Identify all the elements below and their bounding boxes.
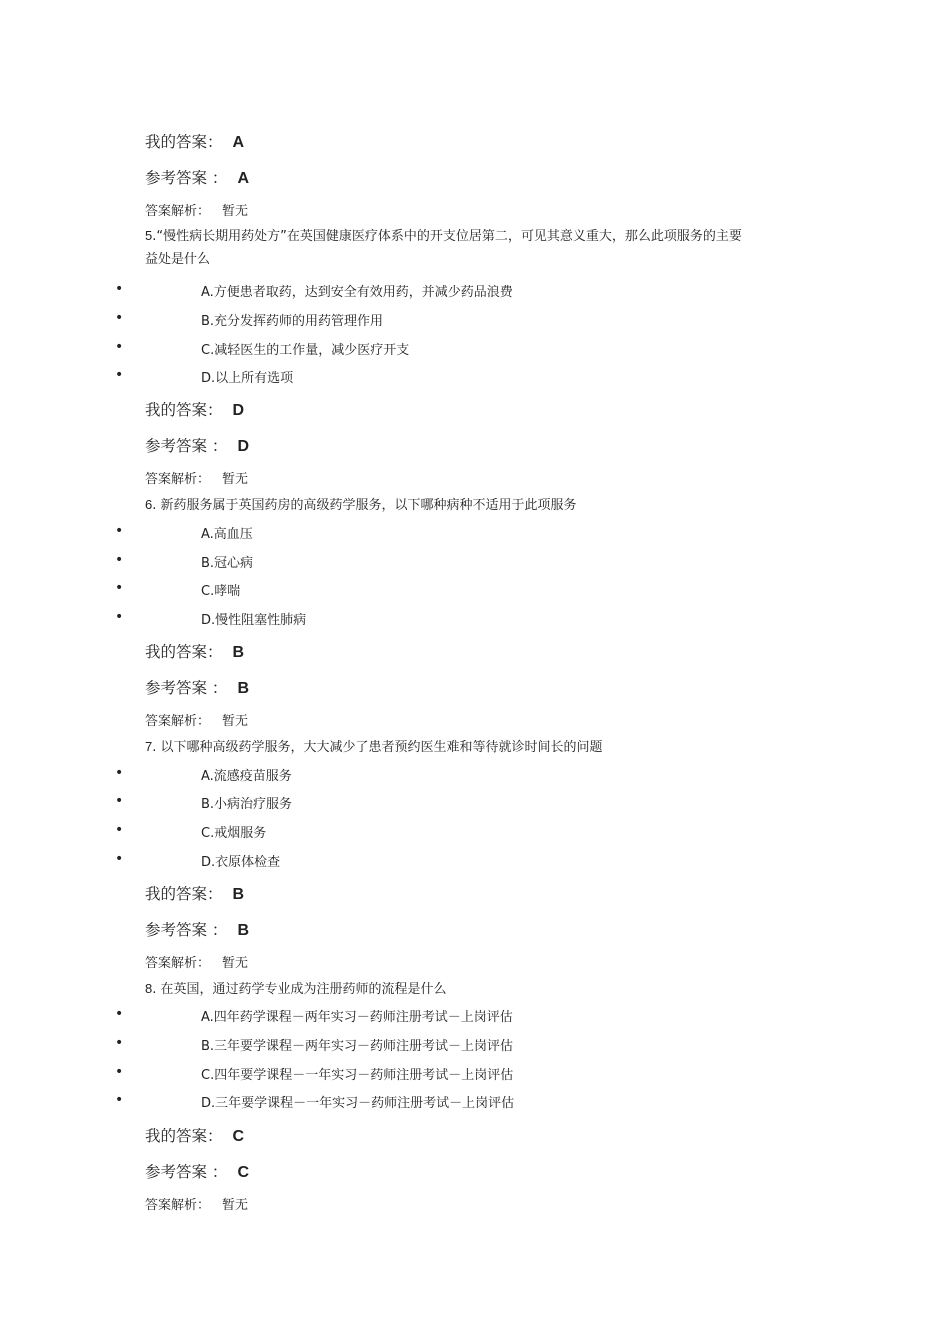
question-number: 6 (145, 497, 153, 512)
option-text: A.方便患者取药，达到安全有效用药，并减少药品浪费 (201, 285, 513, 300)
explanation-row (145, 1194, 248, 1213)
bullet-icon: • (115, 552, 124, 568)
question-number: 7 (145, 739, 153, 754)
bullet-icon: • (115, 580, 124, 596)
question-text-line1: . 新药服务属于英国药房的高级药学服务，以下哪种病种不适用于此项服务 (152, 498, 577, 513)
my-answer-row (145, 1124, 244, 1146)
question-text-line1: . 在英国，通过药学专业成为注册药师的流程是什么 (152, 982, 447, 997)
bullet-icon: • (115, 609, 124, 625)
my-answer-row (145, 640, 244, 662)
my-answer-value: A (232, 134, 245, 151)
question-number: 8 (145, 981, 153, 996)
bullet-icon: • (115, 367, 124, 383)
option-text: B.三年要学课程－两年实习－药师注册考试－上岗评估 (201, 1039, 514, 1054)
ref-answer-label: 参考答案 ： (145, 437, 228, 455)
my-answer-row (145, 398, 244, 420)
explanation-row (145, 468, 248, 487)
bullet-icon: • (115, 822, 124, 838)
bullet-icon: • (115, 523, 124, 539)
question-7 (145, 735, 825, 759)
my-answer-value: B (232, 886, 245, 903)
question-text-line1: .“慢性病长期用药处方”在英国健康医疗体系中的开支位居第二，可见其意义重大，那么此项服务的主要 (152, 229, 742, 244)
my-answer-value: D (232, 402, 245, 419)
explanation-value: 暂无 (222, 204, 249, 219)
question-8 (145, 977, 825, 1001)
bullet-icon: • (115, 339, 124, 355)
bullet-icon: • (115, 310, 124, 326)
my-answer-label: 我的答案： (145, 1127, 223, 1145)
ref-answer-label: 参考答案 ： (145, 921, 228, 939)
option-text: D.三年要学课程－一年实习－药师注册考试－上岗评估 (201, 1096, 515, 1111)
bullet-icon: • (115, 1092, 124, 1108)
ref-answer-label: 参考答案 ： (145, 679, 228, 697)
explanation-row (145, 710, 248, 729)
ref-answer-label: 参考答案 ： (145, 169, 228, 187)
explanation-value: 暂无 (222, 714, 249, 729)
bullet-icon: • (115, 1006, 124, 1022)
bullet-icon: • (115, 851, 124, 867)
option-text: A.四年药学课程－两年实习－药师注册考试－上岗评估 (201, 1010, 513, 1025)
option-text: D.以上所有选项 (201, 371, 294, 386)
explanation-row (145, 200, 248, 219)
ref-answer-row (145, 676, 249, 698)
option-text: B.充分发挥药师的用药管理作用 (201, 314, 384, 329)
explanation-value: 暂无 (222, 1198, 249, 1213)
explanation-label: 答案解析： (145, 956, 211, 971)
ref-answer-label: 参考答案 ： (145, 1163, 228, 1181)
my-answer-label: 我的答案： (145, 885, 223, 903)
ref-answer-value: D (237, 438, 249, 455)
my-answer-value: C (232, 1128, 245, 1145)
explanation-label: 答案解析： (145, 1198, 211, 1213)
question-number: 5 (145, 228, 153, 243)
explanation-label: 答案解析： (145, 714, 211, 729)
bullet-icon: • (115, 765, 124, 781)
ref-answer-row (145, 166, 249, 188)
my-answer-row (145, 882, 244, 904)
option-text: B.小病治疗服务 (201, 797, 293, 812)
ref-answer-value: B (237, 922, 249, 939)
explanation-label: 答案解析： (145, 204, 211, 219)
option-text: C.戒烟服务 (201, 826, 267, 841)
option-text: A.流感疫苗服务 (201, 769, 292, 784)
option-text: C.哮喘 (201, 584, 241, 599)
explanation-value: 暂无 (222, 956, 249, 971)
ref-answer-row (145, 918, 249, 940)
option-text: C.减轻医生的工作量，减少医疗开支 (201, 343, 410, 358)
ref-answer-row (145, 1160, 249, 1182)
explanation-label: 答案解析： (145, 472, 211, 487)
question-text-line1: . 以下哪种高级药学服务，大大减少了患者预约医生难和等待就诊时间长的问题 (152, 740, 603, 755)
option-text: D.衣原体检查 (201, 855, 281, 870)
my-answer-label: 我的答案： (145, 133, 223, 151)
bullet-icon: • (115, 793, 124, 809)
question-6 (145, 493, 825, 517)
my-answer-label: 我的答案： (145, 643, 223, 661)
my-answer-row (145, 130, 244, 152)
option-text: D.慢性阻塞性肺病 (201, 613, 307, 628)
my-answer-value: B (232, 644, 245, 661)
my-answer-label: 我的答案： (145, 401, 223, 419)
question-5 (145, 224, 825, 271)
option-text: C.四年要学课程－一年实习－药师注册考试－上岗评估 (201, 1068, 514, 1083)
explanation-value: 暂无 (222, 472, 249, 487)
ref-answer-value: C (237, 1164, 249, 1181)
question-text-line2: 益处是什么 (145, 252, 211, 267)
bullet-icon: • (115, 281, 124, 297)
ref-answer-value: B (237, 680, 249, 697)
option-text: A.高血压 (201, 527, 253, 542)
option-text: B.冠心病 (201, 556, 254, 571)
ref-answer-row (145, 434, 249, 456)
bullet-icon: • (115, 1035, 124, 1051)
explanation-row (145, 952, 248, 971)
bullet-icon: • (115, 1064, 124, 1080)
ref-answer-value: A (237, 170, 249, 187)
